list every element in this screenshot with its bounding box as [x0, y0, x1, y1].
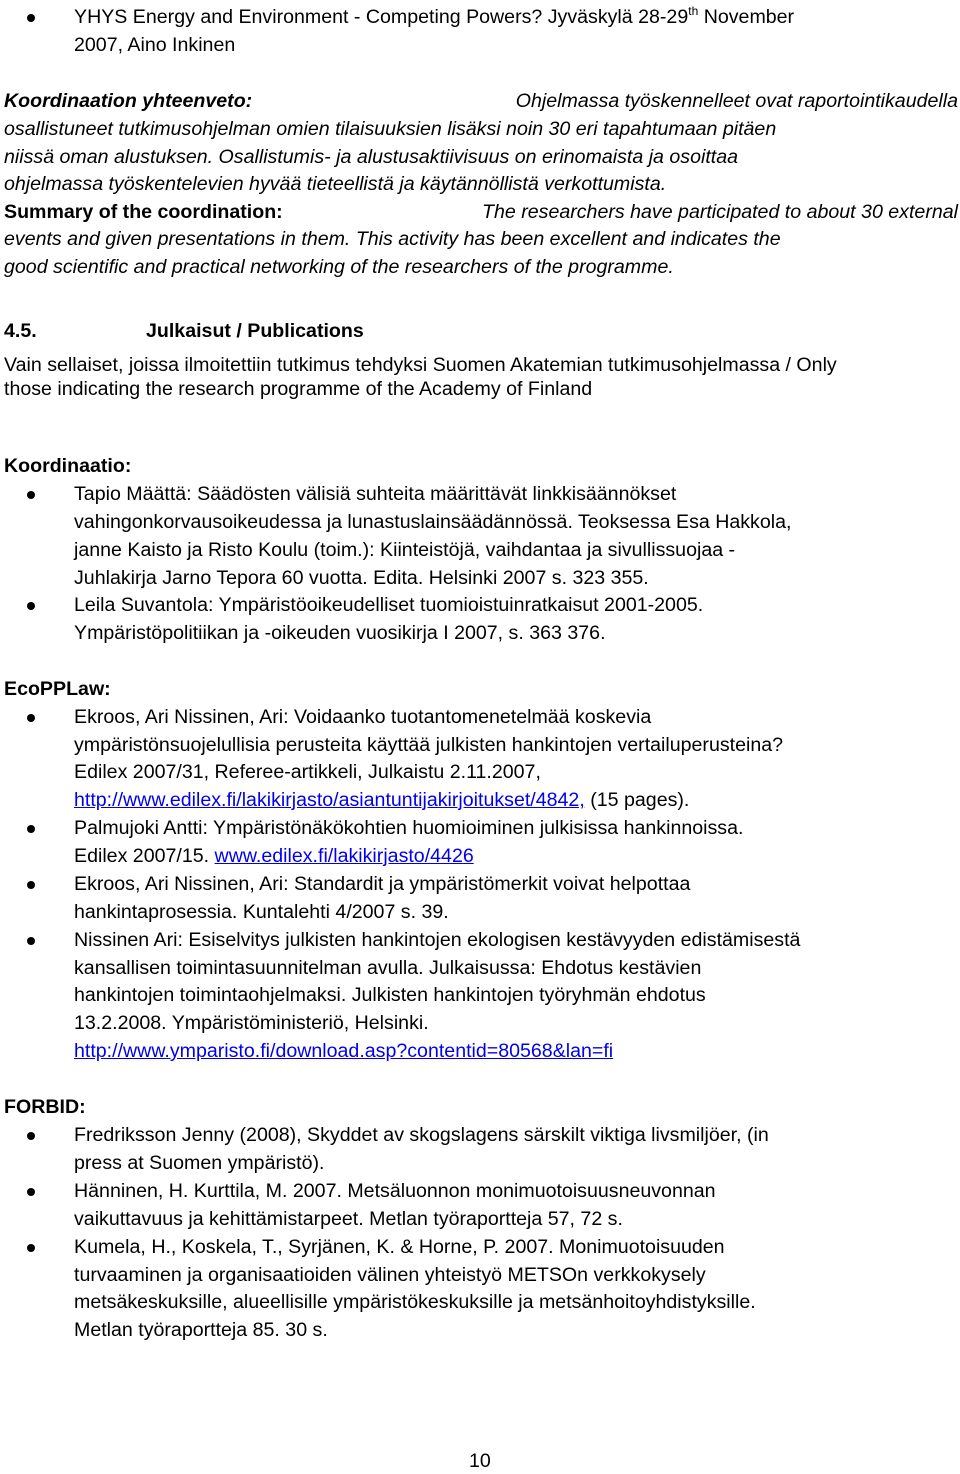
publication-line: Hänninen, H. Kurttila, M. 2007. Metsäluonnon monimuotoisuusneuvonnan: [74, 1180, 716, 1202]
conference-item: YHYS Energy and Environment - Competing Powers? Jyväskylä 28-29th November: [74, 4, 795, 28]
publication-line: metsäkeskuksille, alueellisille ympäristökeskuksille ja metsänhoitoyhdistyksille.: [74, 1291, 756, 1313]
bullet-icon: [27, 1244, 35, 1252]
bullet-icon: [27, 714, 35, 722]
ymparisto-link[interactable]: http://www.ymparisto.fi/download.asp?contentid=80568&lan=fi: [74, 1040, 614, 1062]
summary-fi-line4: ohjelmassa työskentelevien hyvää tieteellistä ja käytännöllistä verkottumista.: [4, 173, 667, 195]
section-number: 4.5.: [4, 320, 37, 342]
publication-line: 13.2.2008. Ympäristöministeriö, Helsinki.: [74, 1012, 429, 1034]
publication-line: hankintaprosessia. Kuntalehti 4/2007 s. 39.: [74, 901, 449, 923]
bullet-icon: [27, 602, 35, 610]
publication-line: Nissinen Ari: Esiselvitys julkisten hankintojen ekologisen kestävyyden edistämisestä: [74, 929, 801, 951]
publication-line: vaikuttavuus ja kehittämistarpeet. Metlan työraportteja 57, 72 s.: [74, 1208, 623, 1230]
publication-line: Juhlakirja Jarno Tepora 60 vuotta. Edita. Helsinki 2007 s. 323 355.: [74, 567, 649, 589]
publication-line: Ympäristöpolitiikan ja -oikeuden vuosikirja I 2007, s. 363 376.: [74, 622, 606, 644]
summary-en-line2: events and given presentations in them. This activity has been excellent and indicates the: [4, 228, 781, 250]
bullet-icon: [27, 1132, 35, 1140]
summary-fi-line2: osallistuneet tutkimusohjelman omien tilaisuuksien lisäksi noin 30 eri tapahtumaan pitäen: [4, 118, 777, 140]
publication-line: Ekroos, Ari Nissinen, Ari: Voidaanko tuotantomenetelmää koskevia: [74, 706, 652, 728]
summary-fi-line1: Koordinaation yhteenveto: Ohjelmassa työskennelleet ovat raportointikaudella: [4, 90, 958, 112]
bullet-icon: [27, 1188, 35, 1196]
publication-line: ympäristönsuojelullisia perusteita käyttää julkisten hankintojen vertailuperusteina?: [74, 734, 784, 756]
bullet-icon: [27, 14, 35, 22]
publication-line: Tapio Määttä: Säädösten välisiä suhteita määrittävät linkkisäännökset: [74, 483, 677, 505]
publication-line: press at Suomen ympäristö).: [74, 1152, 325, 1174]
publication-line: Leila Suvantola: Ympäristöoikeudelliset tuomioistuinratkaisut 2001-2005.: [74, 594, 704, 616]
publication-line: vahingonkorvausoikeudessa ja lunastuslainsäädännössä. Teoksessa Esa Hakkola,: [74, 511, 792, 533]
publication-line: Edilex 2007/31, Referee-artikkeli, Julkaistu 2.11.2007,: [74, 761, 541, 783]
publication-link-line: Edilex 2007/15. www.edilex.fi/lakikirjasto/4426: [74, 845, 474, 867]
publication-link-line: [74, 1042, 613, 1062]
publication-line: Palmujoki Antti: Ympäristönäkökohtien huomioiminen julkisissa hankinnoissa.: [74, 817, 744, 839]
page-number: 10: [469, 1450, 491, 1472]
publication-line: Ekroos, Ari Nissinen, Ari: Standardit ja ympäristömerkit voivat helpottaa: [74, 873, 691, 895]
publication-line: turvaaminen ja organisaatioiden välinen yhteistyö METSOn verkkokysely: [74, 1264, 706, 1286]
group-heading-ecopplaw: EcoPPLaw:: [4, 678, 111, 700]
group-heading-koordinaatio: Koordinaatio:: [4, 455, 132, 477]
summary-en-label: Summary of the coordination:: [4, 201, 283, 223]
bullet-icon: [27, 937, 35, 945]
section-title: Julkaisut / Publications: [146, 320, 364, 342]
section-intro-line1: Vain sellaiset, joissa ilmoitettiin tutkimus tehdyksi Suomen Akatemian tutkimusohjelmassa / Only: [4, 354, 837, 376]
publication-line: kansallisen toimintasuunnitelman avulla. Julkaisussa: Ehdotus kestävien: [74, 957, 702, 979]
publication-line: Metlan työraportteja 85. 30 s.: [74, 1319, 328, 1341]
publication-line: Kumela, H., Koskela, T., Syrjänen, K. & Horne, P. 2007. Monimuotoisuuden: [74, 1236, 725, 1258]
bullet-icon: [27, 491, 35, 499]
summary-en-line3: good scientific and practical networking of the researchers of the programme.: [4, 256, 674, 278]
edilex-4842-link[interactable]: http://www.edilex.fi/lakikirjasto/asiantuntijakirjoitukset/4842,: [74, 789, 585, 811]
summary-fi-label: Koordinaation yhteenveto:: [4, 90, 253, 112]
bullet-icon: [27, 881, 35, 889]
section-intro-line2: those indicating the research programme of the Academy of Finland: [4, 378, 593, 400]
publication-line: Fredriksson Jenny (2008), Skyddet av skogslagens särskilt viktiga livsmiljöer, (in: [74, 1124, 769, 1146]
conference-item-line2: 2007, Aino Inkinen: [74, 34, 236, 56]
summary-en-line1: Summary of the coordination: The researchers have participated to about 30 external: [4, 201, 958, 223]
bullet-icon: [27, 825, 35, 833]
publication-line: janne Kaisto ja Risto Koulu (toim.): Kiinteistöjä, vaihdantaa ja sivullissuojaa -: [74, 539, 736, 561]
group-heading-forbid: FORBID:: [4, 1096, 86, 1118]
summary-fi-line3: niissä oman alustuksen. Osallistumis- ja alustusaktiivisuus on erinomaista ja osoittaa: [4, 146, 739, 168]
publication-link-line: http://www.edilex.fi/lakikirjasto/asiantuntijakirjoitukset/4842, (15 pages).: [74, 789, 690, 811]
edilex-4426-link[interactable]: www.edilex.fi/lakikirjasto/4426: [214, 845, 474, 867]
publication-line: hankintojen toimintaohjelmaksi. Julkisten hankintojen työryhmän ehdotus: [74, 984, 706, 1006]
